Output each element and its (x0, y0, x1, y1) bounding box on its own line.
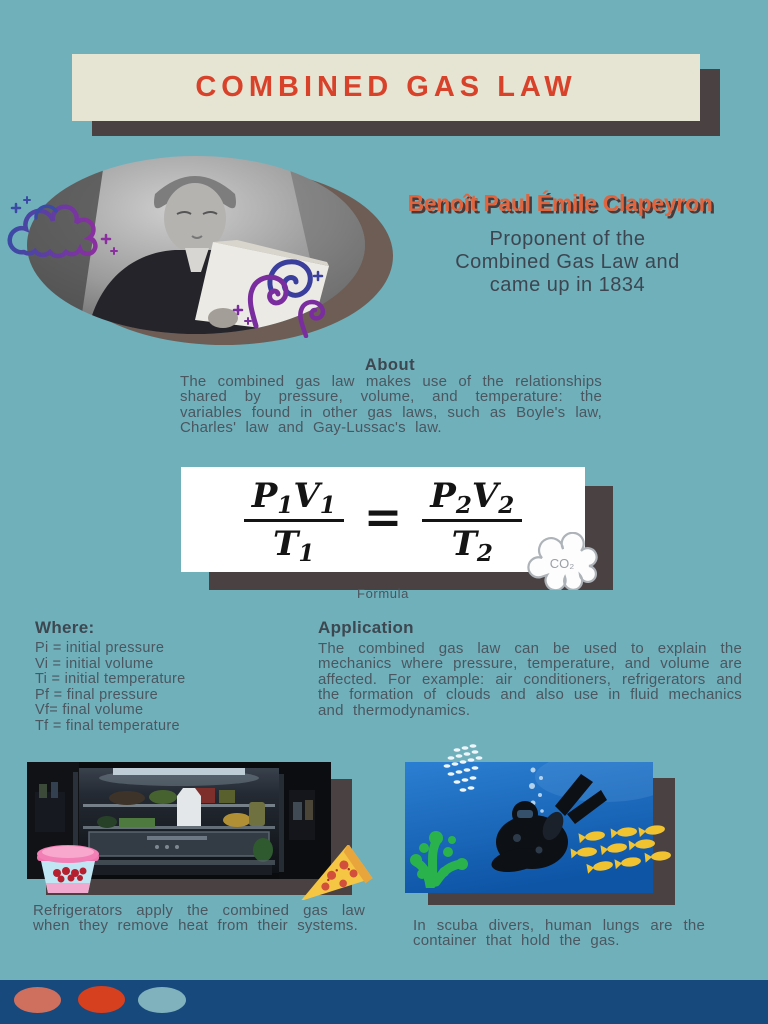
refrigerator-caption-text: Refrigerators apply the combined gas law when they remove heat from their systems. (33, 902, 365, 935)
formula-right-numerator: $P_2V_2$ (422, 476, 522, 522)
where-item: Pf = final pressure (35, 686, 158, 703)
footer-dot-teal (138, 987, 186, 1013)
application-section (318, 618, 742, 718)
about-paragraph: The combined gas law makes use of the relationships shared by pressure, volume, and temperature: the variables found in other gas laws, such as Boyle's law, Charles' law and Gay-Lussac's law. (180, 373, 602, 437)
seaweed-icon (408, 818, 493, 888)
refrigerator-caption (33, 903, 365, 934)
footer-dot-salmon (14, 987, 61, 1013)
page-title: COMBINED GAS LAW (195, 71, 577, 103)
where-heading: Where: (35, 618, 95, 637)
application-heading: Application (318, 618, 414, 637)
co2-label: CO₂ (549, 556, 575, 571)
formula-left-numerator: $P_1V_1$ (244, 476, 344, 522)
swirl-doodle-icon (228, 248, 333, 338)
cloud-doodle-icon (2, 188, 127, 273)
footer-dot-red (78, 986, 125, 1013)
where-item: Ti = initial temperature (35, 671, 186, 687)
scientist-description-line: Combined Gas Law and (455, 251, 680, 273)
co2-cloud-icon (524, 532, 600, 590)
formula-right-denominator: $T_2$ (451, 523, 493, 567)
scientist-description (390, 228, 745, 297)
small-fish-school-icon (437, 744, 512, 802)
where-item: Pi = initial pressure (35, 640, 165, 656)
formula-left-fraction (244, 475, 344, 567)
where-item: Tf = final temperature (35, 717, 180, 734)
application-paragraph: The combined gas law can be used to explain the mechanics where pressure, temperature, and volume are affected. For example: air conditioners, refrigerators and the formation of clouds and also use in fluid mechanics and thermodynamics. (318, 640, 742, 719)
about-section (180, 374, 602, 436)
yellow-fish-school-icon (565, 822, 680, 890)
formula-left-denominator: $T_1$ (273, 523, 315, 567)
where-item: Vf= final volume (35, 702, 144, 718)
footer-bar (0, 980, 768, 1024)
pizza-slice-icon (293, 845, 373, 900)
equals-sign: = (363, 489, 403, 544)
where-section (35, 618, 295, 734)
scientist-name: Benoît Paul Émile Clapeyron (407, 190, 713, 216)
scientist-description-line: came up in 1834 (489, 274, 646, 296)
formula-caption: Formula (357, 586, 409, 601)
formula-right-fraction (422, 475, 522, 567)
where-item: Vi = initial volume (35, 655, 154, 672)
scuba-caption-text: In scuba divers, human lungs are the container that hold the gas. (413, 917, 705, 950)
yogurt-cup-icon (33, 843, 103, 895)
title-banner (72, 54, 700, 121)
about-heading: About (364, 356, 416, 374)
scientist-description-line: Proponent of the (489, 228, 646, 250)
scuba-caption (413, 918, 705, 949)
